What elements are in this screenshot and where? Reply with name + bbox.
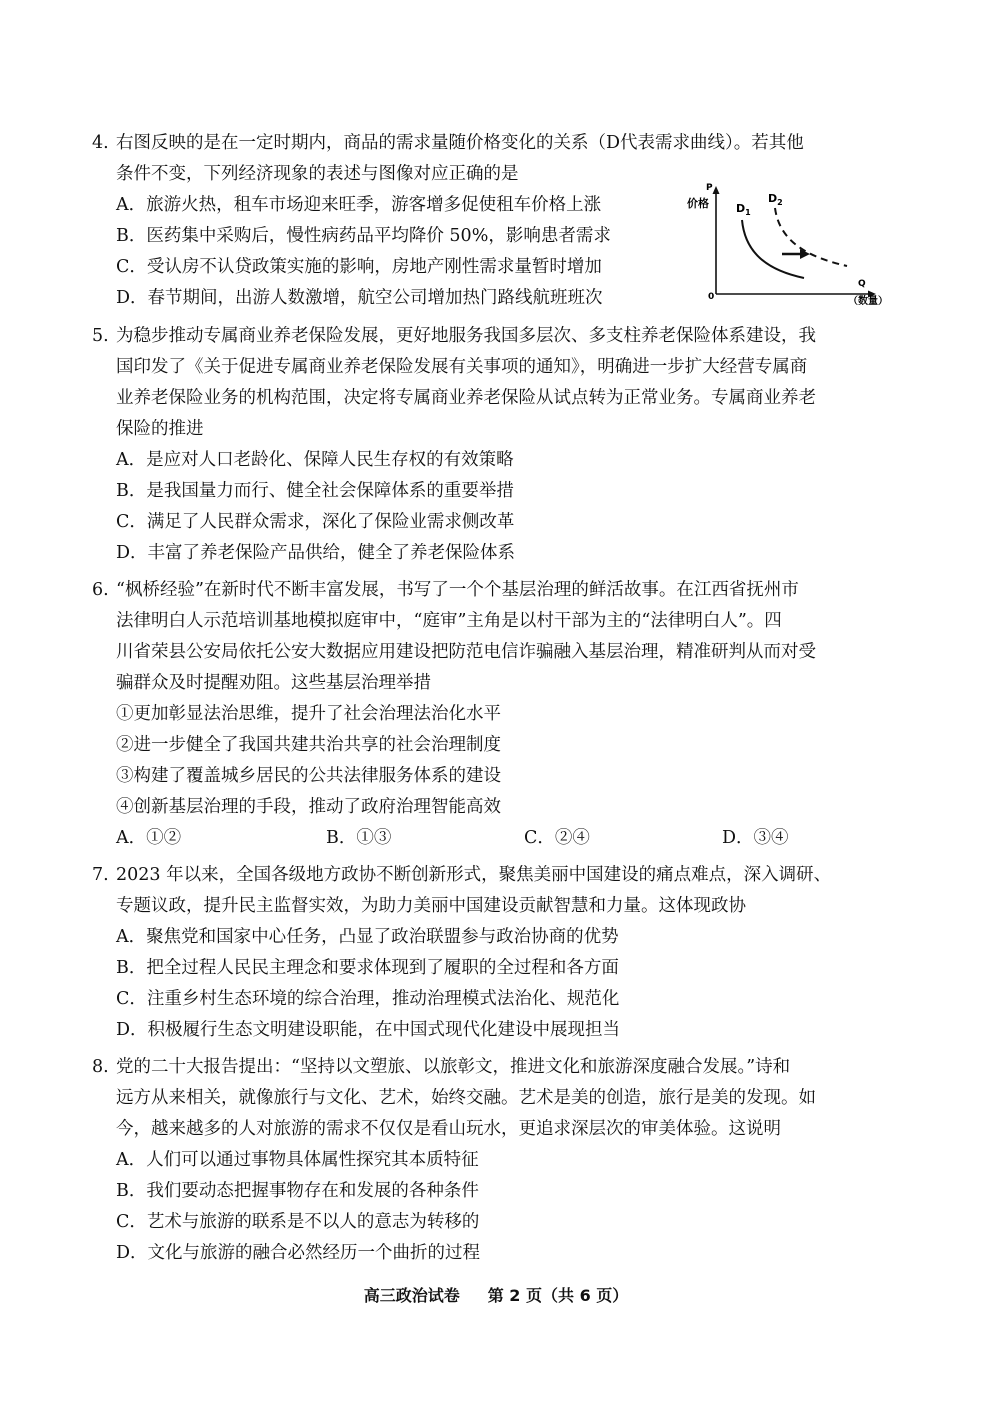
y-axis-label: 价格	[687, 197, 709, 210]
option-b: B．把全过程人民民主理念和要求体现到了履职的全过程和各方面	[116, 958, 619, 978]
question-5-stem-line-3: 业养老保险业务的机构范围，决定将专属商业养老保险从试点转为正常业务。专属商业养老	[116, 388, 816, 408]
option-d: D．丰富了养老保险产品供给，健全了养老保险体系	[116, 543, 516, 563]
y-axis-symbol: P	[706, 183, 713, 193]
question-8-stem-line-3: 今，越来越多的人对旅游的需求不仅仅是看山玩水，更追求深层次的审美体验。这说明	[116, 1119, 781, 1139]
option-d: D．文化与旅游的融合必然经历一个曲折的过程	[116, 1243, 481, 1263]
x-axis-label: （数量）	[848, 296, 888, 307]
option-c: C．满足了人民群众需求，深化了保险业需求侧改革	[116, 512, 515, 532]
option-c: C．艺术与旅游的联系是不以人的意志为转移的	[116, 1212, 480, 1232]
answer-choices	[92, 823, 922, 854]
exam-title: 高三政治试卷	[363, 1286, 460, 1305]
page-footer	[0, 1283, 992, 1306]
option-d: D．春节期间，出游人数激增，航空公司增加热门路线航班班次	[116, 288, 603, 308]
question-5	[92, 321, 922, 569]
option-a: A．聚焦党和国家中心任务，凸显了政治联盟参与政治协商的优势	[116, 927, 619, 947]
choice-d: D．③④	[722, 828, 789, 848]
question-number: 7.	[92, 865, 109, 885]
option-b: B．我们要动态把握事物存在和发展的各种条件	[116, 1181, 479, 1201]
question-5-stem-line-2: 国印发了《关于促进专属商业养老保险发展有关事项的通知》，明确进一步扩大经营专属商	[116, 357, 808, 377]
y-axis-arrow	[713, 186, 720, 194]
option-c: C．受认房不认贷政策实施的影响，房地产刚性需求量暂时增加	[116, 257, 602, 277]
page-number: 第 2 页（共 6 页）	[487, 1286, 629, 1305]
question-5-stem-line-4: 保险的推进	[116, 419, 204, 439]
origin-label: 0	[708, 292, 715, 302]
demand-curve-d1	[742, 220, 804, 278]
option-c: C．注重乡村生态环境的综合治理，推动治理模式法治化、规范化	[116, 989, 620, 1009]
curve-d2-label: $D_2$	[768, 192, 783, 207]
statement-1: ①更加彰显法治思维，提升了社会治理法治化水平	[116, 704, 501, 724]
question-6-stem-line-1: 6. “枫桥经验”在新时代不断丰富发展，书写了一个个基层治理的鲜活故事。在江西省抚州市	[92, 575, 922, 606]
x-axis-symbol: Q	[858, 279, 866, 289]
question-8-stem-line-1: 8. 党的二十大报告提出：“坚持以文塑旅、以旅彰文，推进文化和旅游深度融合发展。”诗和	[92, 1052, 922, 1083]
demand-curve-d2	[775, 208, 847, 266]
question-4-stem-line-1: 4. 右图反映的是在一定时期内，商品的需求量随价格变化的关系（D代表需求曲线）。若其他	[92, 128, 922, 159]
question-number: 6.	[92, 580, 109, 600]
question-number: 8.	[92, 1057, 109, 1077]
choice-c: C．②④	[524, 828, 590, 848]
option-b: B．医药集中采购后，慢性病药品平均降价 50%，影响患者需求	[116, 226, 611, 246]
question-7-stem-line-1: 7. 2023 年以来，全国各级地方政协不断创新形式，聚焦美丽中国建设的痛点难点，深入调研、	[92, 860, 922, 891]
question-6-stem-line-3: 川省荣县公安局依托公安大数据应用建设把防范电信诈骗融入基层治理，精准研判从而对受	[116, 642, 816, 662]
statement-4: ④创新基层治理的手段，推动了政府治理智能高效	[116, 797, 501, 817]
option-b: B．是我国量力而行、健全社会保障体系的重要举措	[116, 481, 514, 501]
demand-curve-graph	[682, 180, 897, 310]
option-a: A．是应对人口老龄化、保障人民生存权的有效策略	[116, 450, 514, 470]
question-8	[92, 1052, 922, 1269]
question-8-stem-line-2: 远方从来相关，就像旅行与文化、艺术，始终交融。艺术是美的创造，旅行是美的发现。如	[116, 1088, 816, 1108]
statement-2: ②进一步健全了我国共建共治共享的社会治理制度	[116, 735, 501, 755]
question-6-stem-line-4: 骗群众及时提醒劝阻。这些基层治理举措	[116, 673, 431, 693]
option-d: D．积极履行生态文明建设职能，在中国式现代化建设中展现担当	[116, 1020, 621, 1040]
question-7	[92, 860, 922, 1046]
option-a: A．旅游火热，租车市场迎来旺季，游客增多促使租车价格上涨	[116, 195, 602, 215]
option-a: A．人们可以通过事物具体属性探究其本质特征	[116, 1150, 479, 1170]
statement-3: ③构建了覆盖城乡居民的公共法律服务体系的建设	[116, 766, 501, 786]
choice-b: B．①③	[326, 828, 392, 848]
question-4-stem-line-2: 条件不变，下列经济现象的表述与图像对应正确的是	[116, 164, 519, 184]
question-7-stem-line-2: 专题议政，提升民主监督实效，为助力美丽中国建设贡献智慧和力量。这体现政协	[116, 896, 746, 916]
curve-d1-label: $D_1$	[736, 202, 751, 217]
question-number: 5.	[92, 326, 109, 346]
question-number: 4.	[92, 133, 109, 153]
question-6	[92, 575, 922, 854]
choice-a: A．①②	[116, 828, 182, 848]
question-6-stem-line-2: 法律明白人示范培训基地模拟庭审中，“庭审”主角是以村干部为主的“法律明白人”。四	[116, 611, 782, 631]
question-5-stem-line-1: 5. 为稳步推动专属商业养老保险发展，更好地服务我国多层次、多支柱养老保险体系建设，我	[92, 321, 922, 352]
